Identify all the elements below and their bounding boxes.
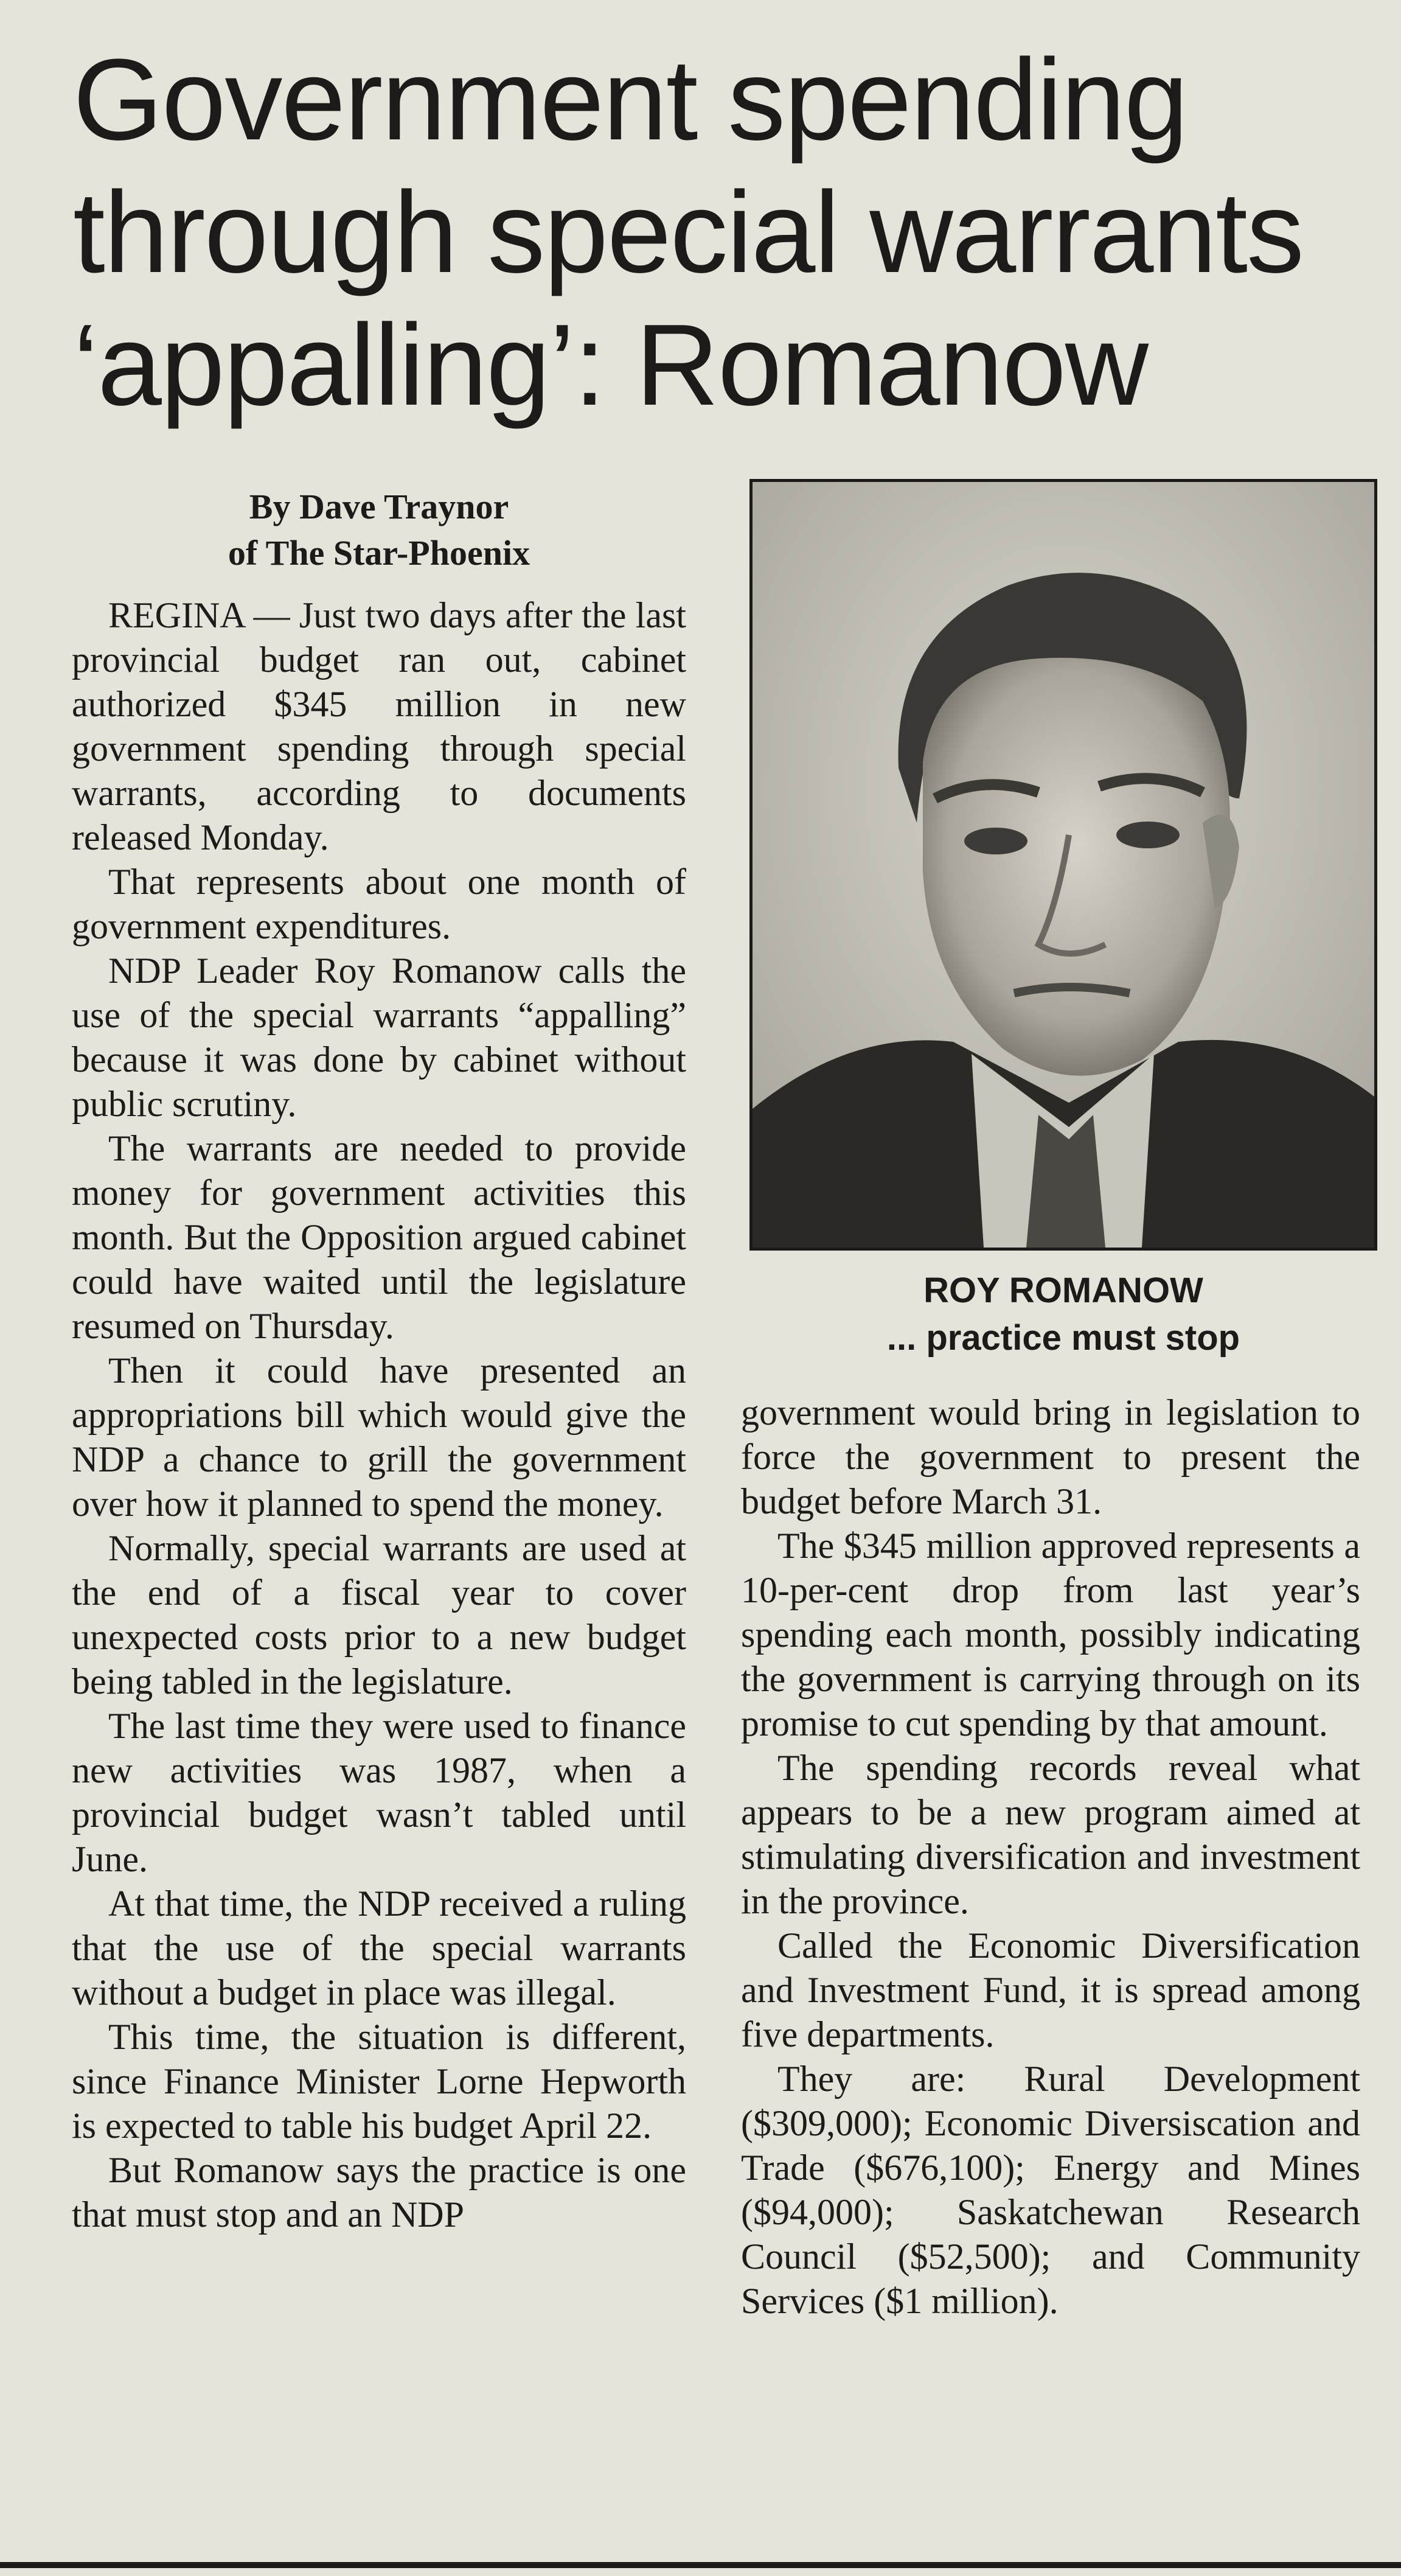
paragraph: The last time they were used to finance new activities was 1987, when a provincial budget wasn’t tabled until June.	[72, 1706, 686, 1879]
byline-author: By Dave Traynor	[249, 487, 509, 526]
caption-quote: ... practice must stop	[886, 1318, 1240, 1358]
byline-publication: of The Star-Phoenix	[228, 533, 530, 573]
paragraph: They are: Rural Development ($309,000); Economic Diversiscation and Trade ($676,100); Energy and Mines ($94,000); Saskatchewan Research Council ($52,500); and Community Services ($1 million).	[741, 2059, 1360, 2321]
caption-name: ROY ROMANOW	[923, 1271, 1203, 1310]
headline-line-3: ‘appalling’: Romanow	[73, 301, 1148, 430]
paragraph: The warrants are needed to provide money for government activities this month. But the Opposition argued cabinet could have waited until the legislature resumed on Thursday.	[72, 1128, 686, 1346]
paragraph: The spending records reveal what appears to be a new program aimed at stimulating diversification and investment in the province.	[741, 1748, 1360, 1921]
headline-line-1: Government spending	[73, 35, 1187, 164]
paragraph: The $345 million approved represents a 10-per-cent drop from last year’s spending each month, possibly indicating the government is carrying through on its promise to cut spending by that amount.	[741, 1526, 1360, 1744]
paragraph: That represents about one month of government expenditures.	[72, 862, 686, 946]
portrait-illustration	[753, 482, 1374, 1248]
paragraph: This time, the situation is different, since Finance Minister Lorne Hepworth is expected to table his budget April 22.	[72, 2017, 686, 2146]
paragraph: At that time, the NDP received a ruling that the use of the special warrants without a budget in place was illegal.	[72, 1883, 686, 2012]
headline	[73, 33, 1363, 431]
portrait-photo	[749, 479, 1377, 1251]
headline-line-2: through special warrants	[73, 168, 1303, 297]
byline	[72, 484, 686, 576]
paragraph: Called the Economic Diversification and Investment Fund, it is spread among five departments.	[741, 1925, 1360, 2054]
bottom-rule	[0, 2562, 1401, 2568]
paragraph-continuation: government would bring in legislation to force the government to present the budget before March 31.	[741, 1392, 1360, 1521]
paragraph: NDP Leader Roy Romanow calls the use of the special warrants “appalling” because it was done by cabinet without public scrutiny.	[72, 951, 686, 1124]
paragraph: Then it could have presented an appropriations bill which would give the NDP a chance to grill the government over how it planned to spend the money.	[72, 1350, 686, 1524]
article-column-right	[741, 1391, 1360, 2323]
article-column-left	[72, 484, 686, 2237]
paragraph: Normally, special warrants are used at the end of a fiscal year to cover unexpected costs prior to a new budget being tabled in the legislature.	[72, 1528, 686, 1702]
paragraph: But Romanow says the practice is one that must stop and an NDP	[72, 2150, 686, 2235]
paragraph: REGINA — Just two days after the last provincial budget ran out, cabinet authorized $345 million in new government spending through special warrants, according to documents released Monday.	[72, 595, 686, 857]
photo-caption	[749, 1267, 1377, 1362]
